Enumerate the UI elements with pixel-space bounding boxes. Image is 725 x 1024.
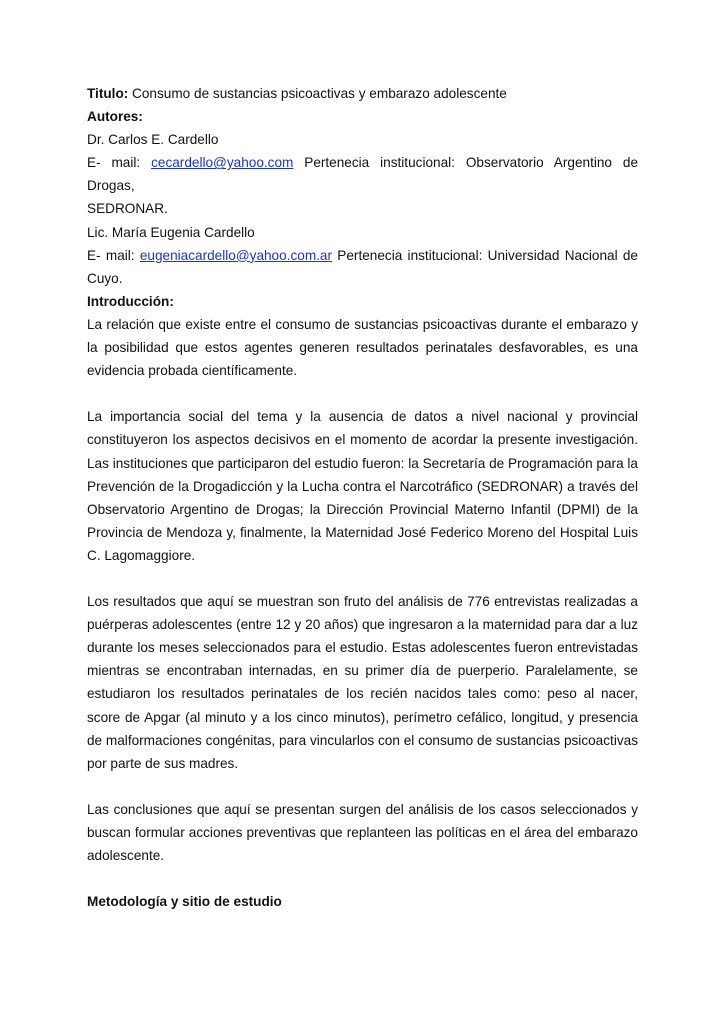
author2-name: Lic. María Eugenia Cardello (87, 224, 255, 240)
authors-heading: Autores: (87, 109, 143, 125)
intro-paragraph-3: Los resultados que aquí se muestran son fruto del análisis de 776 entrevistas realizadas a puérperas adolescentes (entre 12 y 20 años) que ingresaron a la maternidad para dar a luz durante los meses seleccionados para el estudio. Estas adolescentes fueron entrevistadas mientras se encontraban internadas, en su primer día de puerperio. Paralelamente, se estudiaron los resultados perinatales de los recién nacidos tales como: peso al nacer, score de Apgar (al minuto y a los cinco minutos), perímetro cefálico, longitud, y presencia de malformaciones congénitas, para vincularlos con el consumo de sustancias psicoactivas por parte de sus madres. (87, 594, 638, 771)
author2-email-prefix: E- mail: (87, 247, 140, 263)
title-text: Consumo de sustancias psicoactivas y embarazo adolescente (128, 86, 507, 101)
title-line (87, 82, 638, 105)
author1-email-link[interactable]: cecardello@yahoo.com (151, 155, 294, 171)
author1-contact-line (87, 151, 638, 197)
author2-affiliation: Pertenecia institucional: Universidad Nacional de (332, 247, 638, 263)
title-label: Titulo: (87, 86, 129, 101)
paragraph-spacer (87, 567, 638, 590)
author1-email-prefix: E- mail: (87, 155, 152, 171)
intro-paragraph-1: La relación que existe entre el consumo de sustancias psicoactivas durante el embarazo y la posibilidad que estos agentes generen resultados perinatales desfavorables, es una evidencia probada científicamente. (87, 316, 638, 379)
methodology-heading: Metodología y sitio de estudio (87, 894, 282, 910)
intro-paragraph-4: Las conclusiones que aquí se presentan surgen del análisis de los casos seleccionados y buscan formular acciones preventivas que replanteen las políticas en el área del embarazo adolescente. (87, 801, 638, 864)
author1-affiliation-cont: SEDRONAR. (87, 201, 168, 217)
author2-contact-line (87, 244, 638, 267)
paragraph-spacer (87, 775, 638, 798)
author2-email-link[interactable]: eugeniacardello@yahoo.com.ar (139, 247, 333, 263)
author2-affiliation-cont: Cuyo. (87, 270, 123, 286)
author1-affiliation: Pertenecia institucional: Observatorio Argentino de Drogas, (87, 155, 638, 194)
paragraph-spacer (87, 382, 638, 405)
paragraph-spacer (87, 867, 638, 890)
intro-heading: Introducción: (87, 293, 174, 309)
author1-name: Dr. Carlos E. Cardello (87, 132, 219, 148)
intro-paragraph-2: La importancia social del tema y la ausencia de datos a nivel nacional y provincial constituyeron los aspectos decisivos en el momento de acordar la presente investigación. Las instituciones que participaron del estudio fueron: la Secretaría de Programación para la Prevención de la Drogadicción y la Lucha contra el Narcotráfico (SEDRONAR) a través del Observatorio Argentino de Drogas; la Dirección Provincial Materno Infantil (DPMI) de la Provincia de Mendoza y, finalmente, la Maternidad José Federico Moreno del Hospital Luis C. Lagomaggiore. (87, 409, 638, 563)
